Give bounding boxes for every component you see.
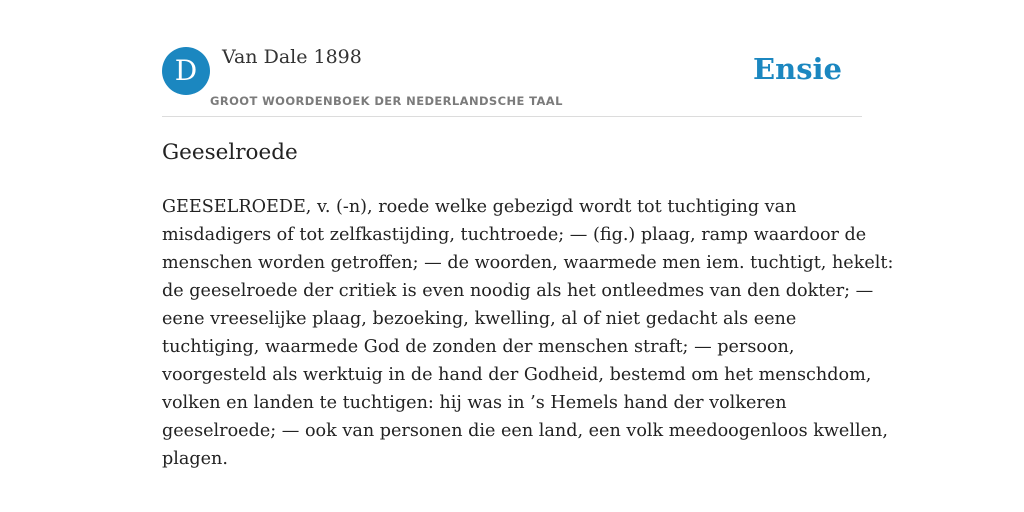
dictionary-logo[interactable]: D <box>162 47 210 95</box>
definition-line: volken en landen te tuchtigen: hij was in ’s Hemels hand der volkeren <box>162 393 787 413</box>
entry-definition <box>162 193 894 473</box>
definition-line: menschen worden getroffen; — de woorden, waarmede men iem. tuchtigt, hekelt: <box>162 253 894 273</box>
definition-line: de geeselroede der critiek is even noodig als het ontleedmes van den dokter; — <box>162 281 874 301</box>
definition-line: geeselroede; — ook van personen die een land, een volk meedoogenloos kwellen, <box>162 421 888 441</box>
definition-line: misdadigers of tot zelfkastijding, tuchtroede; — (fig.) plaag, ramp waardoor de <box>162 225 867 245</box>
definition-line: GEESELROEDE, v. (-n), roede welke gebezigd wordt tot tuchtiging van <box>162 197 797 217</box>
definition-line: voorgesteld als werktuig in de hand der Godheid, bestemd om het menschdom, <box>162 365 872 385</box>
brand-logo[interactable]: Ensie <box>753 52 842 86</box>
dictionary-header <box>162 46 862 117</box>
definition-line: eene vreeselijke plaag, bezoeking, kwelling, al of niet gedacht als eene <box>162 309 797 329</box>
definition-line: plagen. <box>162 449 228 469</box>
source-title[interactable]: Van Dale 1898 <box>222 46 362 68</box>
definition-line: tuchtiging, waarmede God de zonden der menschen straft; — persoon, <box>162 337 795 357</box>
entry-headword: Geeselroede <box>162 140 298 165</box>
source-subtitle: GROOT WOORDENBOEK DER NEDERLANDSCHE TAAL <box>210 94 563 108</box>
